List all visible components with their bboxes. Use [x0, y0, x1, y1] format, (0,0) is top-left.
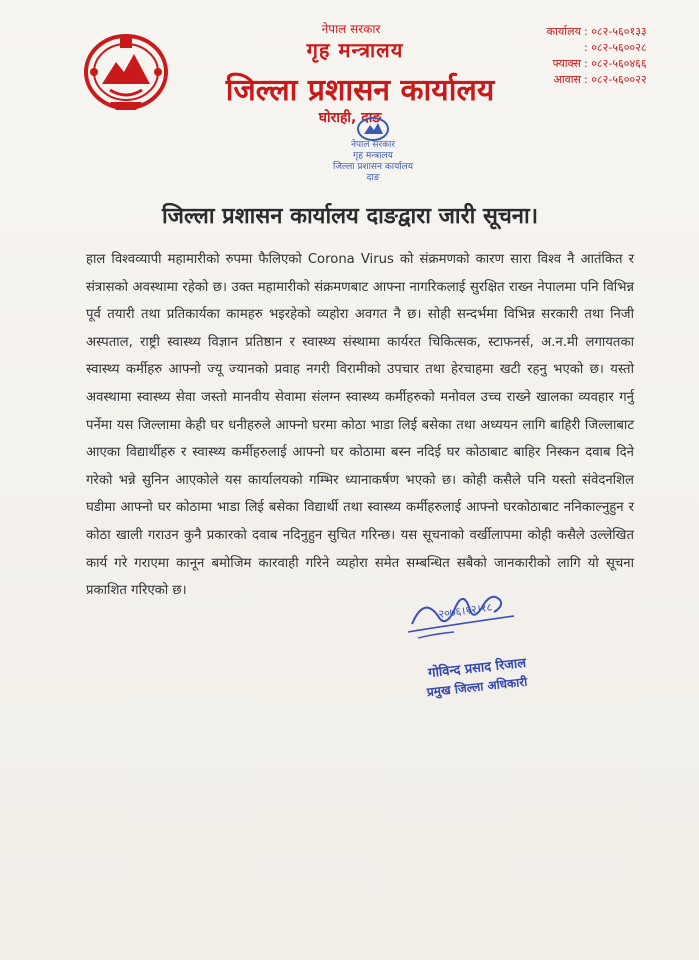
office-address: घोराही, दाङ	[318, 110, 382, 126]
contact-value: : ०८२-५६०४६६	[584, 57, 647, 70]
signatory-title: प्रमुख जिल्ला अधिकारी	[426, 674, 528, 700]
notice-title: जिल्ला प्रशासन कार्यालय दाङद्वारा जारी सूचना।	[161, 204, 539, 229]
ministry-name: गृह मन्त्रालय	[306, 38, 404, 62]
contact-fax	[520, 56, 680, 72]
contact-list	[520, 24, 680, 88]
government-name: नेपाल सरकार	[321, 22, 381, 36]
office-stamp	[328, 116, 418, 183]
contact-residence	[520, 72, 680, 88]
contact-value: : ०८२-५६००२८	[584, 41, 647, 54]
stamp-line: जिल्ला प्रशासन कार्यालय	[333, 162, 413, 172]
stamp-line: नेपाल सरकार	[350, 140, 396, 150]
contact-office-2	[520, 40, 680, 56]
contact-label	[521, 40, 584, 56]
stamp-emblem-icon	[356, 116, 390, 142]
contact-value: : ०८२-५६००२२	[584, 73, 647, 86]
contact-office	[520, 24, 680, 40]
contact-label: कार्यालय	[546, 25, 581, 38]
contact-label: आवास	[553, 73, 581, 86]
nepal-emblem-icon	[80, 28, 172, 114]
signatory-name: गोविन्द प्रसाद रिजाल	[427, 655, 527, 682]
stamp-line: दाङ	[366, 173, 380, 183]
signature-date: २०७६।१२।१८	[437, 600, 493, 621]
contact-label: फ्याक्स	[552, 57, 581, 70]
contact-value: : ०८२-५६०१३३	[584, 25, 647, 38]
office-name: जिल्ला प्रशासन कार्यालय	[225, 73, 495, 108]
notice-body: हाल विश्वव्यापी महामारीको रुपमा फैलिएको Corona Virus को संक्रमणको कारण सारा विश्व नै आतंकित र संत्रासको अवस्थामा रहेको छ। उक्त महामारीको संक्रमणबाट आफ्ना नागरिकलाई सुरक्षित राख्न नेपालमा पनि विभिन्न पूर्व तयारी तथा प्रतिकार्यका कामहरु भइरहेको व्यहोरा अवगत नै छ। सोही सन्दर्भमा विभिन्न सरकारी तथा निजी अस्पताल, राष्ट्री स्वास्थ्य विज्ञान प्रतिष्ठान र स्वास्थ्य संस्थामा कार्यरत चिकित्सक, स्टाफनर्स, अ.न.मी लगायतका स्वास्थ्य कर्मीहरु आफ्नो ज्यू ज्यानको प्रवाह नगरी विरामीको उपचार तथा हेरचाहमा खटी रहनु भएको छ। यस्तो अवस्थामा स्वास्थ्य सेवा जस्तो मानवीय सेवामा संलग्न स्वास्थ्य कर्मीहरुको मनोवल उच्च राख्ने खालका व्यवहार गर्नु पर्नेमा यस जिल्लामा केही घर धनीहरुले आफ्नो घरमा कोठा भाडा लिई बसेका तथा अध्ययन लागि बाहिरी जिल्लाबाट आएका विद्यार्थीहरु र स्वास्थ्य कर्मीहरुलाई आफ्नो घर कोठामा बस्न नदिई घर कोठाबाट बाहिर निस्कन दवाब दिने गरेको भन्ने सुनिन आएकोले यस कार्यालयको गम्भिर ध्यानाकर्षण भएको छ। कोही कसैले पनि यस्तो संवेदनशिल घडीमा आफ्नो घर कोठामा भाडा लिई बसेका विद्यार्थी तथा स्वास्थ्य कर्मीहरुलाई आफ्नो घरकोठाबाट ननिकाल्नुहुन र कोठा खाली गराउन कुनै प्रकारको दवाब नदिनुहुन सुचित गरिन्छ। यस सूचनाको वर्खीलापमा कोही कसैले उल्लेखित कार्य गरे गराएमा कानून बमोजिम कारवाही गरिने व्यहोरा समेत सम्बन्धित सबैको जानकारीको लागि यो सूचना प्रकाशित गरिएको छ।	[86, 252, 634, 599]
stamp-line: गृह मन्त्रालय	[353, 151, 393, 161]
